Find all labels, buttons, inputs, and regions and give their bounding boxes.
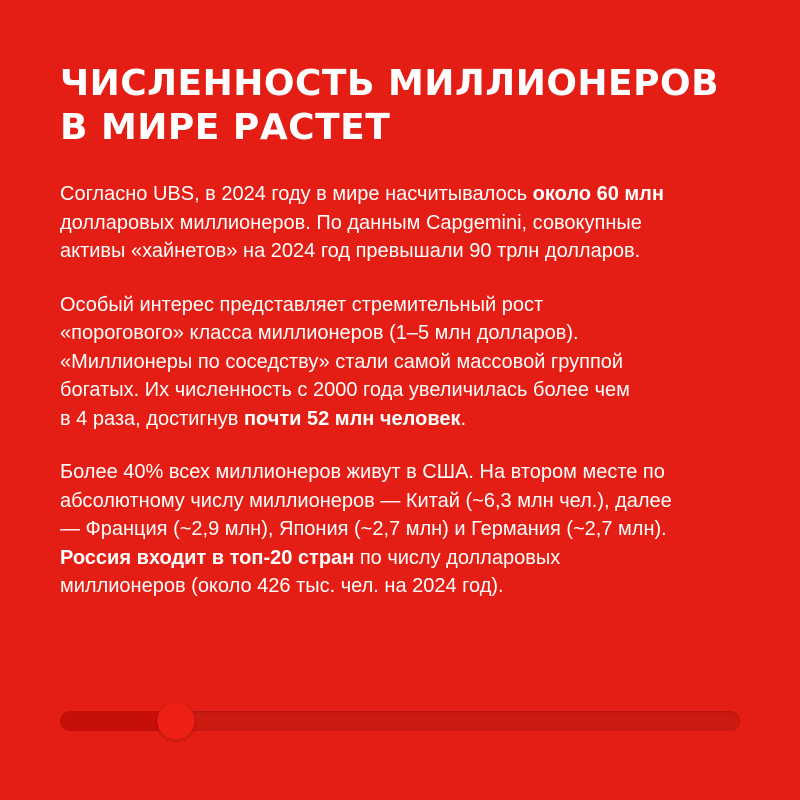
title-line-1: ЧИСЛЕННОСТЬ МИЛЛИОНЕРОВ (60, 63, 720, 104)
text-line: Особый интерес представляет стремительный рост (60, 293, 544, 316)
highlight-text: Россия входит в топ-20 стран (60, 546, 355, 569)
highlight-text: почти 52 млн человек (243, 407, 461, 430)
paragraph-ubs (60, 180, 760, 266)
text-line: — Франция (~2,9 млн), Япония (~2,7 млн) и Германия (~2,7 млн). (60, 518, 667, 540)
article-body (60, 180, 760, 626)
paragraph-countries (60, 458, 760, 601)
paragraph-threshold-class (60, 291, 760, 434)
text-line: абсолютному числу миллионеров — Китай (~6,3 млн чел.), далее (60, 489, 672, 512)
text-span: по числу долларовых (354, 546, 561, 569)
text-line (60, 544, 760, 573)
text-span: в 4 раза, достигнув (60, 407, 244, 430)
title-line-2: В МИРЕ РАСТЕТ (60, 107, 391, 148)
page-title (60, 62, 760, 150)
text-line: долларовых миллионеров. По данным Capgemini, совокупные (60, 211, 642, 234)
progress-slider[interactable] (60, 711, 740, 731)
text-line: миллионеров (около 426 тыс. чел. на 2024 год). (60, 575, 504, 597)
text-line: активы «хайнетов» на 2024 год превышали 90 трлн долларов. (60, 240, 641, 262)
progress-thumb[interactable] (157, 702, 195, 740)
text-span: . (460, 407, 467, 430)
text-line: «порогового» класса миллионеров (1–5 млн долларов). (60, 322, 579, 344)
text-line (60, 405, 760, 434)
text-line: богатых. Их численность с 2000 года увеличилась более чем (60, 379, 630, 401)
text-line: «Миллионеры по соседству» стали самой массовой группой (60, 350, 624, 373)
text-line: Более 40% всех миллионеров живут в США. На втором месте по (60, 461, 665, 483)
highlight-text: около 60 млн (532, 183, 664, 205)
text-span: Согласно UBS, в 2024 году в мире насчитывалось (60, 183, 533, 205)
text-line (60, 180, 760, 209)
